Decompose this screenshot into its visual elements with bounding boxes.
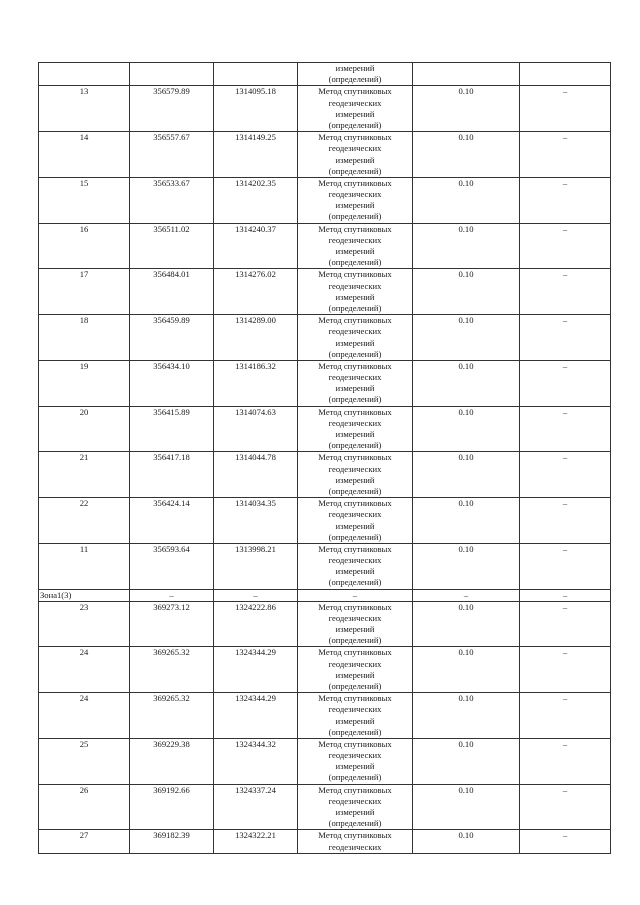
table-row (39, 784, 611, 830)
method-line: Метод спутниковых (318, 452, 392, 463)
y-coordinate-cell: 1314149.25 (214, 132, 298, 178)
x-coordinate-cell: 356533.67 (130, 177, 214, 223)
table-row (39, 406, 611, 452)
point-number-cell: 13 (39, 86, 130, 132)
method-line: измерений (335, 63, 375, 73)
method-line: (определений) (328, 165, 382, 176)
method-cell (298, 63, 413, 86)
method-line: (определений) (328, 635, 382, 646)
accuracy-cell: 0.10 (413, 784, 520, 830)
method-line: измерений (335, 761, 375, 772)
point-number-cell: 20 (39, 406, 130, 452)
table-row (39, 738, 611, 784)
table-row (39, 693, 611, 739)
accuracy-cell: 0.10 (413, 830, 520, 853)
accuracy-cell: 0.10 (413, 223, 520, 269)
method-cell (298, 647, 413, 693)
method-line: измерений (335, 807, 375, 817)
x-coordinate-cell: 369265.32 (130, 693, 214, 739)
method-line: Метод спутниковых (318, 498, 392, 509)
zone-dash-cell: – (130, 589, 214, 601)
x-coordinate-cell: 356579.89 (130, 86, 214, 132)
x-coordinate-cell: 356415.89 (130, 406, 214, 452)
y-coordinate-cell: 1324337.24 (214, 784, 298, 830)
method-line: Метод спутниковых (318, 738, 392, 749)
method-line: геодезических (328, 704, 382, 715)
note-cell: – (520, 601, 611, 647)
method-line: (определений) (328, 440, 382, 451)
point-number-cell: 15 (39, 177, 130, 223)
method-cell (298, 315, 413, 361)
method-line: (определений) (328, 818, 382, 829)
method-line: Метод спутниковых (318, 315, 392, 326)
note-cell: – (520, 738, 611, 784)
point-number-cell: 14 (39, 132, 130, 178)
point-number-cell: 26 (39, 784, 130, 830)
method-cell (298, 784, 413, 830)
zone-label: Зона1(3) (39, 589, 130, 601)
y-coordinate-cell: 1314186.32 (214, 360, 298, 406)
table-row (39, 647, 611, 693)
method-line: (определений) (328, 531, 382, 542)
method-line: геодезических (328, 463, 382, 474)
method-cell (298, 360, 413, 406)
table-row (39, 177, 611, 223)
method-cell (298, 177, 413, 223)
table-row-continued (39, 63, 611, 86)
note-cell: – (520, 543, 611, 589)
zone-dash-cell: – (298, 589, 413, 601)
method-line: Метод спутниковых (318, 132, 392, 143)
y-coordinate-cell: 1314276.02 (214, 269, 298, 315)
accuracy-cell: 0.10 (413, 269, 520, 315)
method-cell (298, 452, 413, 498)
method-line: (определений) (328, 211, 382, 222)
method-line: геодезических (328, 841, 382, 852)
method-line: геодезических (328, 750, 382, 761)
method-cell (298, 86, 413, 132)
table-row (39, 452, 611, 498)
x-coordinate-cell: 369182.39 (130, 830, 214, 853)
method-line: Метод спутниковых (318, 830, 392, 841)
method-line: измерений (335, 624, 375, 634)
table-row (39, 601, 611, 647)
method-line: Метод спутниковых (318, 784, 392, 795)
zone-row (39, 589, 611, 601)
x-coordinate-cell: 356459.89 (130, 315, 214, 361)
note-cell: – (520, 223, 611, 269)
zone-dash-cell: – (413, 589, 520, 601)
table-row (39, 269, 611, 315)
accuracy-cell: 0.10 (413, 647, 520, 693)
x-coordinate-cell: 356511.02 (130, 223, 214, 269)
point-number-cell: 25 (39, 738, 130, 784)
method-line: измерений (335, 337, 375, 348)
method-cell (298, 543, 413, 589)
method-cell (298, 223, 413, 269)
point-number-cell (39, 63, 130, 86)
method-line: измерений (335, 474, 375, 485)
table-row (39, 360, 611, 406)
method-line: (определений) (328, 302, 382, 313)
accuracy-cell: 0.10 (413, 601, 520, 647)
method-line: (определений) (328, 348, 382, 359)
method-line: (определений) (328, 577, 382, 588)
method-line: Метод спутниковых (318, 647, 392, 658)
method-line: измерений (335, 429, 375, 439)
method-line: геодезических (328, 612, 382, 623)
table-row-partial (39, 830, 611, 853)
method-cell (298, 830, 413, 853)
method-line: (определений) (328, 394, 382, 405)
note-cell: – (520, 784, 611, 830)
x-coordinate-cell: 369273.12 (130, 601, 214, 647)
method-cell (298, 269, 413, 315)
note-cell (520, 63, 611, 86)
method-line: (определений) (328, 119, 382, 130)
method-line: геодезических (328, 509, 382, 520)
x-coordinate-cell: 356417.18 (130, 452, 214, 498)
method-line: Метод спутниковых (318, 86, 392, 97)
method-line: (определений) (328, 772, 382, 783)
method-line: Метод спутниковых (318, 269, 392, 280)
y-coordinate-cell: 1314095.18 (214, 86, 298, 132)
method-line: геодезических (328, 143, 382, 154)
accuracy-cell: 0.10 (413, 738, 520, 784)
accuracy-cell: 0.10 (413, 360, 520, 406)
y-coordinate-cell: 1314034.35 (214, 498, 298, 544)
x-coordinate-cell: 356593.64 (130, 543, 214, 589)
y-coordinate-cell: 1314202.35 (214, 177, 298, 223)
accuracy-cell: 0.10 (413, 543, 520, 589)
note-cell: – (520, 360, 611, 406)
accuracy-cell: 0.10 (413, 498, 520, 544)
accuracy-cell: 0.10 (413, 315, 520, 361)
table-row (39, 315, 611, 361)
note-cell: – (520, 177, 611, 223)
accuracy-cell: 0.10 (413, 132, 520, 178)
x-coordinate-cell: 369192.66 (130, 784, 214, 830)
accuracy-cell: 0.10 (413, 86, 520, 132)
method-line: измерений (335, 520, 375, 531)
method-line: измерений (335, 246, 375, 256)
point-number-cell: 18 (39, 315, 130, 361)
method-line: Метод спутниковых (318, 406, 392, 417)
x-coordinate-cell: 369265.32 (130, 647, 214, 693)
y-coordinate-cell: 1313998.21 (214, 543, 298, 589)
method-line: измерений (335, 566, 375, 577)
y-coordinate-cell: 1324344.29 (214, 647, 298, 693)
note-cell: – (520, 315, 611, 361)
accuracy-cell (413, 63, 520, 86)
zone-dash-cell: – (520, 589, 611, 601)
y-coordinate-cell: 1324222.86 (214, 601, 298, 647)
method-line: Метод спутниковых (318, 693, 392, 704)
method-line: Метод спутниковых (318, 601, 392, 612)
method-line: (определений) (328, 485, 382, 496)
note-cell: – (520, 269, 611, 315)
method-line: измерений (335, 200, 375, 211)
method-line: (определений) (328, 74, 382, 85)
coordinates-table (38, 62, 611, 854)
y-coordinate-cell: 1324322.21 (214, 830, 298, 853)
method-line: измерений (335, 154, 375, 165)
accuracy-cell: 0.10 (413, 693, 520, 739)
method-line: геодезических (328, 417, 382, 428)
method-line: Метод спутниковых (318, 223, 392, 234)
point-number-cell: 16 (39, 223, 130, 269)
method-line: геодезических (328, 234, 382, 245)
point-number-cell: 22 (39, 498, 130, 544)
method-cell (298, 498, 413, 544)
point-number-cell: 19 (39, 360, 130, 406)
y-coordinate-cell (214, 63, 298, 86)
method-line: геодезических (328, 97, 382, 108)
point-number-cell: 23 (39, 601, 130, 647)
note-cell: – (520, 693, 611, 739)
method-cell (298, 738, 413, 784)
note-cell: – (520, 406, 611, 452)
point-number-cell: 11 (39, 543, 130, 589)
note-cell: – (520, 132, 611, 178)
coordinates-table-body (39, 63, 611, 854)
method-line: измерений (335, 715, 375, 726)
y-coordinate-cell: 1314044.78 (214, 452, 298, 498)
note-cell: – (520, 86, 611, 132)
method-cell (298, 132, 413, 178)
note-cell: – (520, 498, 611, 544)
method-line: измерений (335, 669, 375, 680)
method-line: геодезических (328, 326, 382, 337)
method-line: геодезических (328, 372, 382, 383)
method-line: (определений) (328, 726, 382, 737)
table-row (39, 223, 611, 269)
point-number-cell: 17 (39, 269, 130, 315)
method-line: измерений (335, 291, 375, 302)
method-line: (определений) (328, 257, 382, 268)
table-row (39, 543, 611, 589)
accuracy-cell: 0.10 (413, 406, 520, 452)
method-line: Метод спутниковых (318, 543, 392, 554)
method-line: (определений) (328, 680, 382, 691)
x-coordinate-cell (130, 63, 214, 86)
y-coordinate-cell: 1324344.29 (214, 693, 298, 739)
x-coordinate-cell: 356424.14 (130, 498, 214, 544)
note-cell: – (520, 452, 611, 498)
x-coordinate-cell: 369229.38 (130, 738, 214, 784)
method-line: геодезических (328, 189, 382, 200)
y-coordinate-cell: 1314074.63 (214, 406, 298, 452)
method-line: Метод спутниковых (318, 177, 392, 188)
point-number-cell: 27 (39, 830, 130, 853)
method-line: геодезических (328, 280, 382, 291)
method-line: измерений (335, 383, 375, 394)
method-line: геодезических (328, 795, 382, 806)
x-coordinate-cell: 356484.01 (130, 269, 214, 315)
zone-dash-cell: – (214, 589, 298, 601)
method-line: Метод спутниковых (318, 360, 392, 371)
method-cell (298, 693, 413, 739)
table-row (39, 498, 611, 544)
point-number-cell: 24 (39, 647, 130, 693)
note-cell: – (520, 647, 611, 693)
point-number-cell: 24 (39, 693, 130, 739)
x-coordinate-cell: 356434.10 (130, 360, 214, 406)
y-coordinate-cell: 1324344.32 (214, 738, 298, 784)
accuracy-cell: 0.10 (413, 452, 520, 498)
y-coordinate-cell: 1314289.00 (214, 315, 298, 361)
method-line: геодезических (328, 555, 382, 566)
note-cell: – (520, 830, 611, 853)
table-row (39, 86, 611, 132)
table-row (39, 132, 611, 178)
method-line: геодезических (328, 658, 382, 669)
accuracy-cell: 0.10 (413, 177, 520, 223)
y-coordinate-cell: 1314240.37 (214, 223, 298, 269)
point-number-cell: 21 (39, 452, 130, 498)
method-line: измерений (335, 108, 375, 119)
method-cell (298, 601, 413, 647)
x-coordinate-cell: 356557.67 (130, 132, 214, 178)
method-cell (298, 406, 413, 452)
